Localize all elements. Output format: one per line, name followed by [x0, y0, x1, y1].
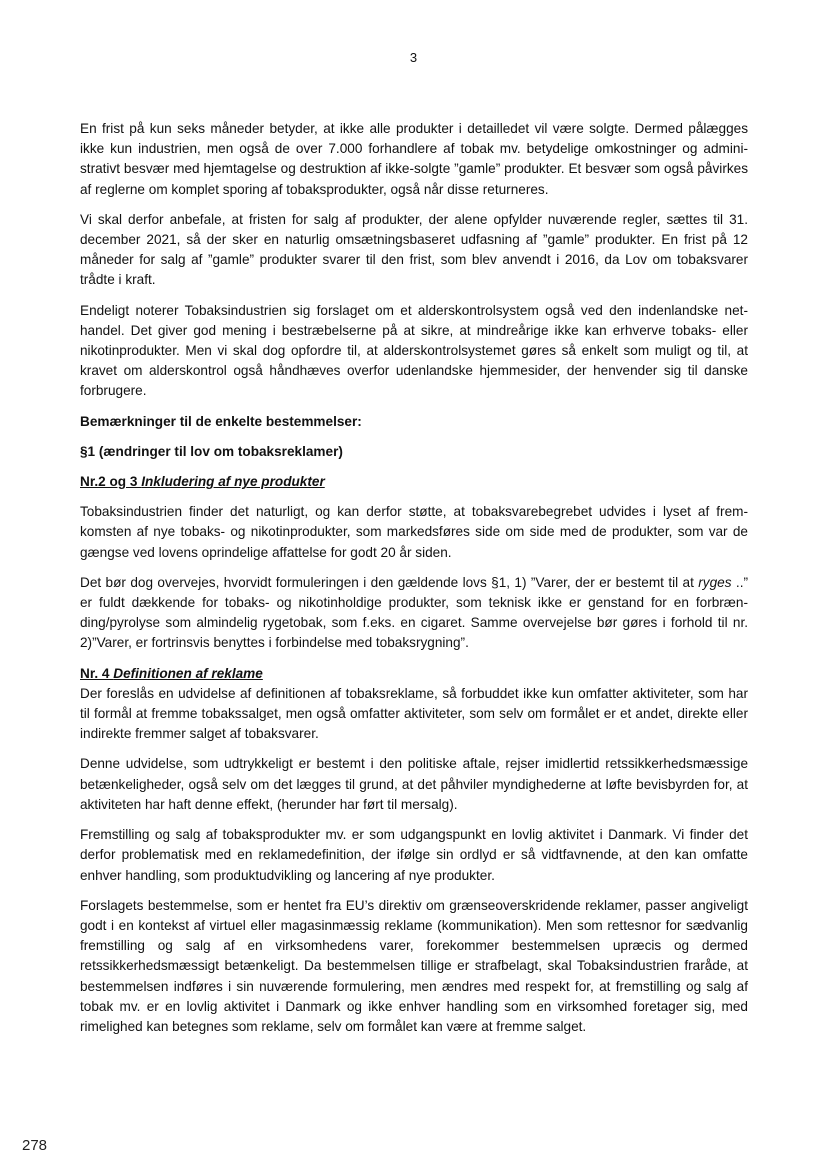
paragraph-product-scope: Tobaksindustrien finder det naturligt, og kan derfor støtte, at tobaksvarebegrebet udvides i lyset af fremkomsten af nye tobaks- og nikotinprodukter, som markedsføres side om side med de produkter, som var de gængse ved lovens oprindelige affattelse for godt 20 år siden. — [80, 504, 748, 560]
document-page-number: 278 — [22, 1137, 48, 1154]
paragraph-wording-part1: Det bør dog overvejes, hvorvidt formuleringen i den gældende lovs §1, 1) ”Varer, der er bestemt til at — [80, 574, 699, 590]
paragraph-wording-part2: ..” er fuldt dækkende for tobaks- og nikotinholdige produkter, som teknisk ikke er genstand for en forbrænding/pyrolyse som almindelig rygetobak, som f.eks. en cigaret. Samme overvejelse bør gøres i forhold til nr. 2)”Varer, er fortrinsvis benyttes i forbindelse med tobaksrygning”. — [80, 574, 749, 651]
paragraph-recommendation: Vi skal derfor anbefale, at fristen for salg af produkter, der alene opfylder nuværende regler, sættes til 31. december 2021, så der sker en naturlig omsætningsbaseret udfasning af ”gamle” produkter. En frist på 12 måneder for salg af ”gamle” produkter svarer til den frist, som blev anvendt i 2016, da Lov om tobaksvarer trådte i kraft. — [80, 211, 748, 288]
document-body — [80, 119, 748, 1047]
paragraph-deadline: En frist på kun seks måneder betyder, at ikke alle produkter i detailledet vil være solgte. Dermed pålægges ikke kun industrien, men også de over 7.000 forhandlere af tobak mv. betydelige omkostninger og administrativt besvær med hjemtagelse og destruktion af ikke-solgte ”gamle” produkter. Et besvær som også påvirkes af reglerne om komplet sporing af tobaksprodukter, også når disse returneres. — [80, 121, 748, 197]
paragraph-age-control: Endeligt noterer Tobaksindustrien sig forslaget om et alderskontrolsystem også ved den indenlandske nethandel. Det giver god mening i bestræbelserne på at sikre, at mindreårige ikke kan erhverve tobaks- eller nikotinprodukter. Men vi skal dog opfordre til, at alderskontrolsystemet gøres så enkelt som muligt og til, at kravet om alderskontrol også håndhæves overfor udenlandske hjemmesider, der henvender sig til danske forbrugere. — [80, 302, 748, 399]
heading-section-1: §1 (ændringer til lov om tobaksreklamer) — [80, 443, 343, 459]
paragraph-definition-expansion: Der foreslås en udvidelse af definitionen af tobaksreklame, så forbuddet ikke kun omfatter aktiviteter, som har til formål at fremme tobakssalget, men også omfatter aktiviteter, som selv om formålet er et andet, direkte eller indirekte fremmer salget af tobaksvarer. — [80, 685, 748, 742]
subheading-new-products-label — [80, 474, 325, 489]
paragraph-wording — [80, 573, 748, 654]
subheading-advertising-definition — [80, 664, 748, 684]
paragraph-legal-concerns: Denne udvidelse, som udtrykkeligt er bestemt i den politiske aftale, rejser imidlertid retssikkerhedsmæssige betænkeligheder, også selv om det lægges til grund, at det påhviler myndighederne at løfte bevisbyrden for, at aktiviteten har haft denne effekt, (herunder har ført til mersalg). — [80, 756, 748, 812]
paragraph-eu-directive: Forslagets bestemmelse, som er hentet fra EU’s direktiv om grænseoverskridende reklamer, passer angiveligt godt i en kontekst af virtuel eller magasinmæssig reklame (kommunikation). Men som rettesnor for sædvanlig fremstilling og salg af en virksomhedens varer, forekommer bestemmelsen upræcis og dermed retssikkerhedsmæssigt betænkeligt. Da bestemmelsen tillige er strafbelagt, skal Tobaksindustrien fraråde, at bestemmelsen indføres i sin nuværende formulering, men ændres med respekt for, at fremstilling og salg af tobak mv. er en lovlig aktivitet i Danmark og ikke enhver handling som en virksomhed foretager sig, med rimelighed kan betegnes som reklame, selv om formålet kan være at fremme salget. — [80, 897, 748, 1034]
subheading-advertising-label — [80, 666, 263, 681]
subheading-new-products-prefix: Nr.2 og 3 — [80, 474, 142, 490]
heading-remarks: Bemærkninger til de enkelte bestemmelser: — [80, 413, 362, 429]
subheading-advertising-title: Definitionen af reklame — [113, 665, 263, 681]
subheading-new-products — [80, 472, 748, 492]
paragraph-lawful-activity: Fremstilling og salg af tobaksprodukter mv. er som udgangspunkt en lovlig aktivitet i Danmark. Vi finder det derfor problematisk med en reklamedefinition, der ifølge sin ordlyd er så vidtfavnende, at den kan omfatte enhver handling, som produktudvikling og lancering af nye produkter. — [80, 827, 748, 883]
subheading-advertising-prefix: Nr. 4 — [80, 665, 114, 681]
subheading-new-products-title: Inkludering af nye produkter — [141, 474, 325, 490]
paragraph-wording-italic: ryges — [698, 574, 732, 590]
page-number: 3 — [409, 50, 418, 65]
